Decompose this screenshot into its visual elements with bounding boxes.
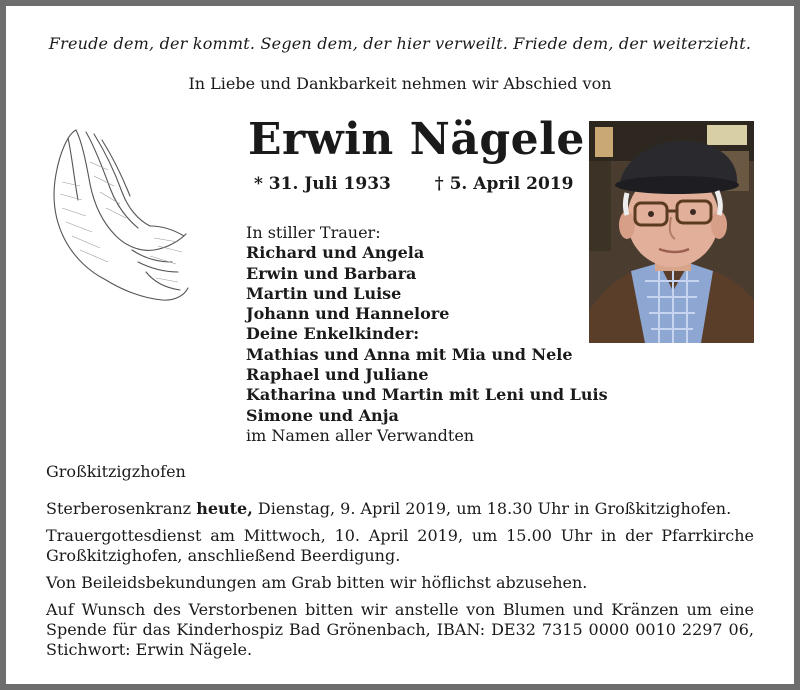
mourner-entry: Martin und Luise — [246, 283, 402, 303]
portrait-photo — [589, 121, 754, 343]
notices — [46, 499, 754, 660]
mourner-entry: Johann und Hannelore — [246, 304, 450, 324]
praying-hands-icon — [46, 122, 196, 307]
death-date: † 5. April 2019 — [434, 174, 574, 194]
deceased-name: Erwin Nägele — [248, 114, 585, 165]
mourners-heading: In stiller Trauer: — [246, 223, 381, 242]
mourner-entry: Raphael und Juliane — [246, 365, 429, 385]
rosary-today: heute, — [196, 499, 253, 518]
motto: Freude dem, der kommt. Segen dem, der hier verweilt. Friede dem, der weiterzieht. — [48, 34, 752, 53]
mourner-entry: Erwin und Barbara — [246, 263, 417, 283]
obituary-card — [6, 6, 794, 684]
mourner-entry: Simone und Anja — [246, 405, 399, 425]
rosary-text: Sterberosenkranz — [46, 499, 197, 518]
condolences-notice: Von Beileidsbekundungen am Grab bitten wir höflichst abzusehen. — [46, 573, 588, 592]
mourner-entry: Mathias und Anna mit Mia und Nele — [246, 344, 573, 364]
birth-date: * 31. Juli 1933 — [254, 174, 391, 194]
service-notice: Trauergottesdienst am Mittwoch, 10. April 2019, um 15.00 Uhr in der Pfarrkirche Großkitzighofen, anschließend Beerdigung. — [46, 526, 754, 565]
mourner-entry: Richard und Angela — [246, 243, 425, 263]
rosary-details: Dienstag, 9. April 2019, um 18.30 Uhr in Großkitzighofen. — [252, 499, 732, 518]
place-name: Großkitzigzhofen — [46, 462, 186, 481]
intro-line: In Liebe und Dankbarkeit nehmen wir Abschied von — [188, 74, 612, 93]
mourners-closing: im Namen aller Verwandten — [246, 425, 475, 445]
mourner-entry: Deine Enkelkinder: — [246, 324, 420, 344]
mourner-entry: Katharina und Martin mit Leni und Luis — [246, 385, 608, 405]
donation-notice: Auf Wunsch des Verstorbenen bitten wir anstelle von Blumen und Kränzen um eine Spende für das Kinderhospiz Bad Grönenbach, IBAN: DE32 7315 0000 0010 2297 06, Stichwort: Erwin Nägele. — [46, 600, 754, 659]
life-dates — [254, 174, 573, 194]
rosary-notice — [46, 499, 754, 519]
mourners-list — [246, 223, 608, 446]
